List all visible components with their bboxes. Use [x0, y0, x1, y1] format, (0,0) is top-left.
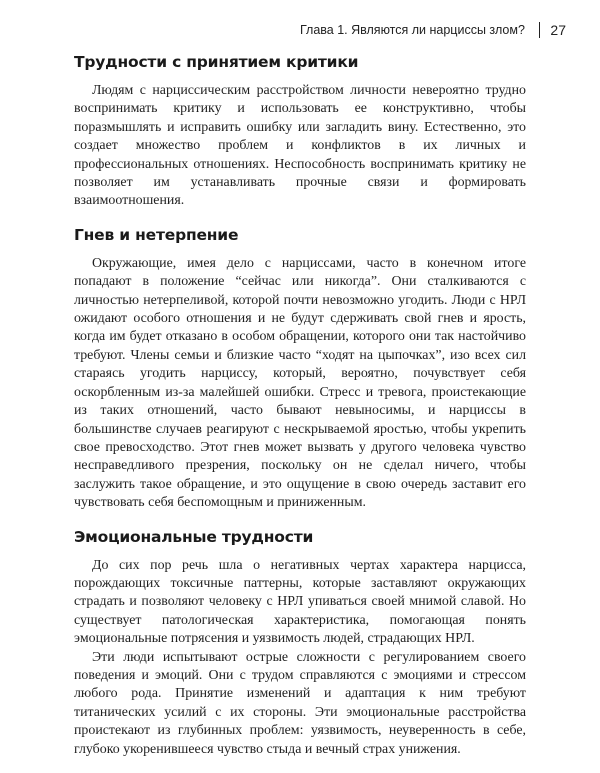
running-head: [300, 22, 566, 38]
section-heading: Гнев и нетерпение: [74, 225, 239, 244]
paragraph: Людям с нарциссическим расстройством личности невероятно трудно воспринимать критику и использовать ее конструктивно, чтобы поразмышлять и исправить ошибку или загладить вину. Естественно, это создает множество проблем и конфликтов в их личных и профессиональных отношениях. Неспособность воспринимать критику не позволяет им устанавливать прочные связи и формировать взаимоотношения.: [74, 83, 526, 209]
section-heading: Эмоциональные трудности: [74, 527, 314, 546]
paragraph: До сих пор речь шла о негативных чертах характера нарцисса, порождающих токсичные паттерны, которые заставляют окружающих страдать и позволяют человеку с НРЛ упиваться своей мнимой славой. Но существует патологическая характеристика, помогающая понять эмоциональные потрясения и уязвимость людей, страдающих НРЛ.: [74, 557, 526, 647]
paragraph: Эти люди испытывают острые сложности с регулированием своего поведения и эмоций. Они с трудом справляются с эмоциями и стрессом любого рода. Принятие изменений и адаптация к ним требуют титанических усилий с их стороны. Эти эмоциональные расстройства проистекают из глубинных проблем: уязвимость, неуверенность в себе, глубоко укоренившееся чувство стыда и вечный страх унижения.: [74, 649, 526, 757]
page-body: [74, 52, 526, 773]
section-anger: [74, 225, 526, 513]
section-criticism: [74, 52, 526, 211]
header-divider: [539, 22, 541, 38]
paragraph: Окружающие, имея дело с нарциссами, часто в конечном итоге попадают в положение “сейчас или никогда”. Они сталкиваются с личностью нетерпеливой, которой почти невозможно угодить. Люди с НРЛ ожидают особого отношения и не будут сдерживать свой гнев и ярость, когда им будет отказано в особом обращении, которого они так настойчиво требуют. Члены семьи и близкие часто “ходят на цыпочках”, изо всех сил стараясь угодить нарциссу, который, вероятно, почувствует себя оскорбленным из-за малейшей ошибки. Стресс и тревога, проистекающие из таких отношений, часто бывают невыносимы, и нарциссы в большинстве случаев реагируют с нескрываемой яростью, чтобы укрепить свое превосходство. Этот гнев может вызвать у другого человека чувство несправедливого презрения, поскольку он не сделал ничего, чтобы заслужить такое обращение, и это ощущение в свою очередь заставит его чувствовать себя беспомощным и приниженным.: [74, 255, 526, 511]
page-number: 27: [550, 22, 566, 38]
chapter-title: Глава 1. Являются ли нарциссы злом?: [299, 23, 525, 37]
section-emotional: [74, 527, 526, 759]
section-heading: Трудности с принятием критики: [74, 53, 359, 71]
